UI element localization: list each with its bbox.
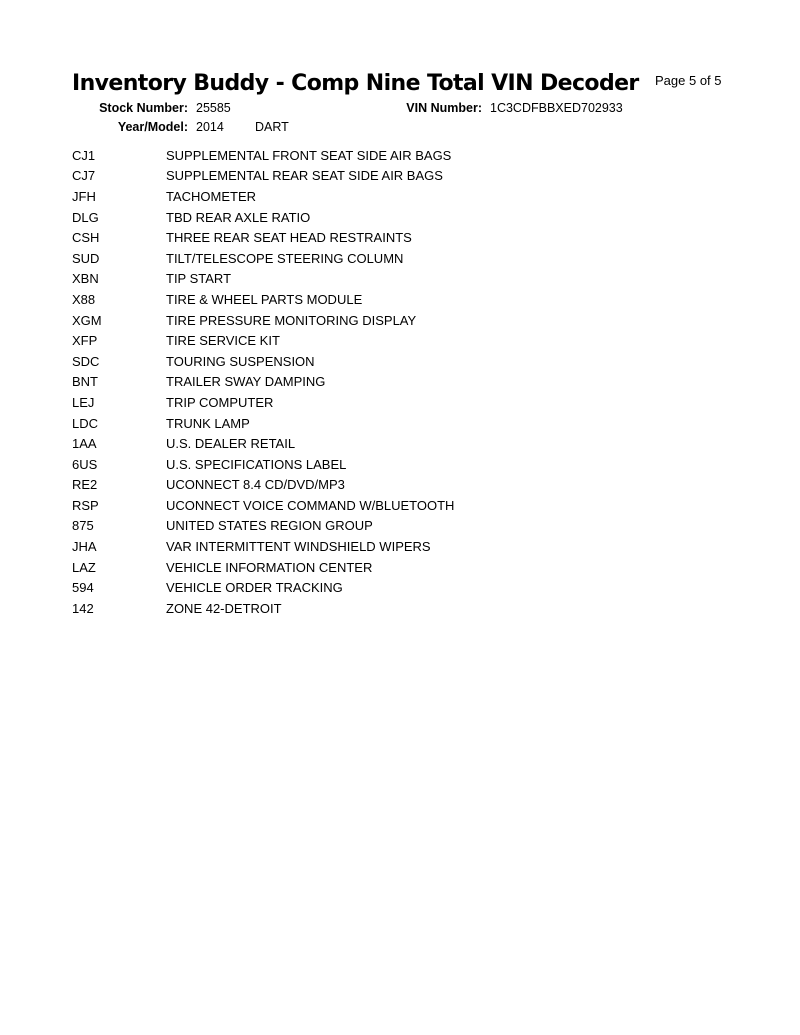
vin-number-label: VIN Number: <box>406 101 482 115</box>
option-code: 6US <box>72 456 98 472</box>
option-description: UCONNECT 8.4 CD/DVD/MP3 <box>166 477 345 493</box>
option-row <box>72 186 454 207</box>
vin-number-value: 1C3CDFBBXED702933 <box>490 101 623 115</box>
option-row <box>72 330 454 351</box>
year-model-label: Year/Model: <box>117 120 188 134</box>
option-description: TIP START <box>166 271 232 287</box>
option-code: SDC <box>72 353 100 369</box>
option-description: U.S. DEALER RETAIL <box>166 436 296 452</box>
option-code: RE2 <box>72 477 98 493</box>
option-code: SUD <box>72 250 100 266</box>
option-row <box>72 310 454 331</box>
option-description: TILT/TELESCOPE STEERING COLUMN <box>166 250 404 266</box>
option-description: VAR INTERMITTENT WINDSHIELD WIPERS <box>166 539 431 555</box>
option-description: TIRE & WHEEL PARTS MODULE <box>166 291 363 307</box>
option-code-list <box>72 145 454 619</box>
option-code: CJ1 <box>72 147 96 163</box>
option-row <box>72 269 454 290</box>
option-description: TRAILER SWAY DAMPING <box>166 374 326 390</box>
option-row <box>72 227 454 248</box>
option-description: SUPPLEMENTAL FRONT SEAT SIDE AIR BAGS <box>166 147 452 163</box>
option-row <box>72 372 454 393</box>
option-description: UCONNECT VOICE COMMAND W/BLUETOOTH <box>166 497 455 513</box>
option-row <box>72 207 454 228</box>
option-code: X88 <box>72 291 96 307</box>
option-description: THREE REAR SEAT HEAD RESTRAINTS <box>166 230 412 246</box>
option-row <box>72 289 454 310</box>
option-row <box>72 145 454 166</box>
option-code: 594 <box>72 580 94 596</box>
option-description: TBD REAR AXLE RATIO <box>166 209 311 225</box>
option-code: JHA <box>72 539 97 555</box>
option-code: CJ7 <box>72 168 96 184</box>
option-description: ZONE 42-DETROIT <box>166 600 282 616</box>
option-description: TRUNK LAMP <box>166 415 250 431</box>
year-value: 2014 <box>196 120 224 134</box>
option-code: BNT <box>72 374 98 390</box>
option-row <box>72 392 454 413</box>
page-indicator: Page 5 of 5 <box>655 73 722 88</box>
option-code: 1AA <box>72 436 97 452</box>
option-code: XFP <box>72 333 98 349</box>
option-code: DLG <box>72 209 99 225</box>
option-description: VEHICLE ORDER TRACKING <box>166 580 343 596</box>
option-code: LEJ <box>72 394 95 410</box>
option-row <box>72 536 454 557</box>
option-code: RSP <box>72 497 99 513</box>
option-description: TIRE SERVICE KIT <box>166 333 280 349</box>
option-row <box>72 557 454 578</box>
option-code: LDC <box>72 415 99 431</box>
option-row <box>72 577 454 598</box>
option-row <box>72 413 454 434</box>
option-code: 142 <box>72 600 94 616</box>
option-row <box>72 454 454 475</box>
stock-number-label: Stock Number: <box>99 101 188 115</box>
option-description: TOURING SUSPENSION <box>166 353 315 369</box>
option-code: 875 <box>72 518 94 534</box>
option-row <box>72 475 454 496</box>
option-code: LAZ <box>72 559 96 575</box>
option-description: TIRE PRESSURE MONITORING DISPLAY <box>166 312 417 328</box>
option-description: VEHICLE INFORMATION CENTER <box>166 559 373 575</box>
option-description: SUPPLEMENTAL REAR SEAT SIDE AIR BAGS <box>166 168 443 184</box>
option-description: U.S. SPECIFICATIONS LABEL <box>166 456 347 472</box>
option-row <box>72 351 454 372</box>
stock-number-value: 25585 <box>196 101 231 115</box>
option-row <box>72 433 454 454</box>
option-row <box>72 598 454 619</box>
model-value: DART <box>255 120 289 134</box>
option-description: TRIP COMPUTER <box>166 394 274 410</box>
option-row <box>72 516 454 537</box>
option-code: XBN <box>72 271 99 287</box>
document-title: Inventory Buddy - Comp Nine Total VIN Decoder <box>72 71 639 96</box>
option-row <box>72 495 454 516</box>
option-row <box>72 166 454 187</box>
option-code: JFH <box>72 188 96 204</box>
option-code: CSH <box>72 230 100 246</box>
option-code: XGM <box>72 312 102 328</box>
option-row <box>72 248 454 269</box>
option-description: UNITED STATES REGION GROUP <box>166 518 373 534</box>
option-description: TACHOMETER <box>166 188 257 204</box>
